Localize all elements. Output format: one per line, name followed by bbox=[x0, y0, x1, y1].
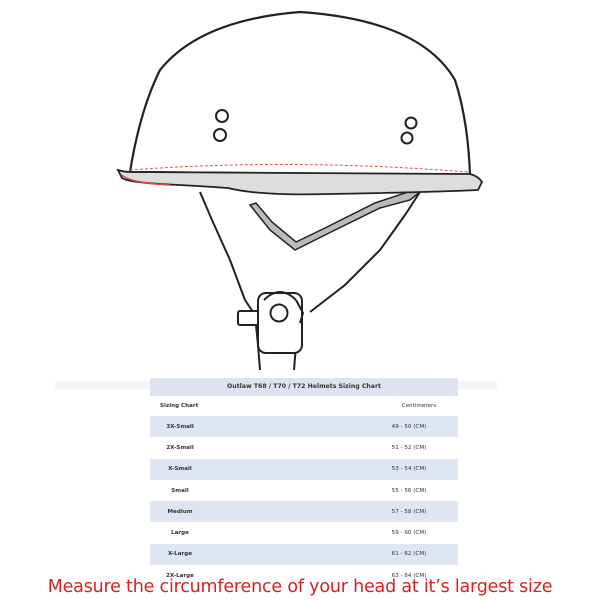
size-cm: 51 - 52 (CM) bbox=[391, 444, 427, 451]
chart-header bbox=[150, 396, 458, 416]
size-cm: 53 - 54 (CM) bbox=[391, 466, 427, 473]
buckle-bar bbox=[238, 311, 260, 325]
size-cm: 59 - 60 (CM) bbox=[391, 530, 427, 537]
table-row bbox=[150, 501, 458, 522]
size-label: Large bbox=[171, 530, 189, 537]
size-label: 3X-Small bbox=[166, 423, 194, 430]
size-cm: 49 - 50 (CM) bbox=[391, 423, 427, 430]
size-label: X-Large bbox=[167, 551, 193, 558]
size-cm: 57 - 58 (CM) bbox=[391, 508, 427, 515]
helmet-shell bbox=[130, 12, 470, 175]
size-cm: 61 - 62 (CM) bbox=[391, 551, 427, 558]
chart-rows bbox=[150, 416, 458, 586]
size-label: X-Small bbox=[168, 466, 192, 473]
chin-strap-left bbox=[200, 192, 255, 315]
size-cm: 63 - 64 (CM) bbox=[391, 572, 427, 579]
size-label: Small bbox=[171, 487, 189, 494]
strap-band bbox=[250, 192, 420, 250]
vent-hole bbox=[406, 118, 417, 129]
vent-hole bbox=[216, 110, 228, 122]
header-centimeters: Centimeters bbox=[401, 403, 437, 409]
size-label: 2X-Small bbox=[166, 444, 194, 451]
measure-caption: Measure the circumference of your head at it’s largest size bbox=[47, 577, 553, 597]
size-label: Medium bbox=[167, 508, 193, 515]
table-row bbox=[150, 459, 458, 480]
vent-hole bbox=[214, 129, 226, 141]
table-row bbox=[150, 416, 458, 437]
table-row bbox=[150, 437, 458, 458]
table-row bbox=[150, 522, 458, 543]
vent-hole bbox=[402, 133, 413, 144]
header-sizing-chart: Sizing Chart bbox=[160, 403, 199, 409]
table-row bbox=[150, 480, 458, 501]
size-cm: 55 - 56 (CM) bbox=[391, 487, 427, 494]
buckle-box bbox=[258, 293, 302, 353]
chart-title: Outlaw T68 / T70 / T72 Helmets Sizing Chart bbox=[150, 378, 458, 396]
size-label: 2X-Large bbox=[166, 572, 194, 579]
sizing-chart bbox=[150, 378, 458, 586]
helmet-brim bbox=[118, 170, 482, 194]
buckle-ring bbox=[271, 305, 288, 322]
table-row bbox=[150, 544, 458, 565]
